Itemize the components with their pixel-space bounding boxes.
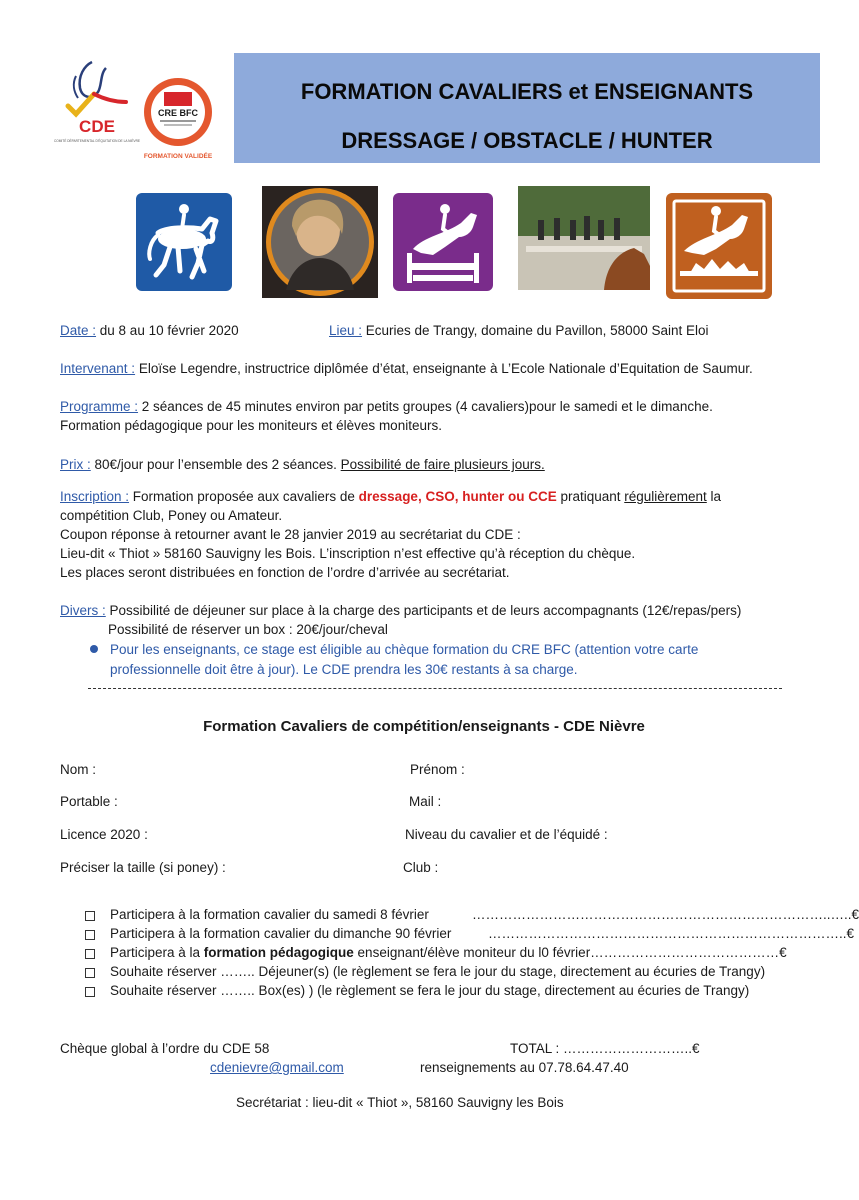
page-subtitle: DRESSAGE / OBSTACLE / HUNTER [341, 128, 713, 153]
cre-logo-caption: FORMATION VALIDÉE [143, 153, 213, 160]
inscription-regularly: régulièrement [624, 489, 707, 504]
programme-line-2: Formation pédagogique pour les moniteurs et élèves moniteurs. [60, 418, 442, 433]
dressage-icon [136, 193, 232, 291]
inscription-line-2: compétition Club, Poney ou Amateur. [60, 508, 283, 523]
option-1-label [110, 907, 429, 922]
option-3-label [110, 945, 787, 960]
email-text[interactable]: cdenievre@gmail.com [210, 1060, 344, 1075]
inscription-line [60, 488, 721, 505]
niveau-field-label[interactable]: Niveau du cavalier et de l’équidé : [405, 827, 608, 842]
bullet-line-1: Pour les enseignants, ce stage est éligible au chèque formation du CRE BFC (attention votre carte [110, 642, 699, 657]
bullet-line-2: professionnelle doit être à jour). Le CDE prendra les 30€ restants à sa charge. [110, 662, 578, 677]
option-3-text-c: enseignant/élève moniteur du l0 février……………………………………€ [353, 945, 787, 960]
date-label: Date : [60, 323, 97, 338]
option-1-text: Participera à la formation cavalier du samedi 8 février [110, 907, 429, 922]
divers-value: Possibilité de déjeuner sur place à la charge des participants et de leurs accompagnants (12€/repas/pers) [105, 603, 742, 618]
obstacle-icon [393, 193, 493, 291]
prenom-field-label[interactable]: Prénom : [410, 762, 465, 777]
mail-field-label[interactable]: Mail : [409, 794, 442, 809]
divers-line [60, 602, 741, 619]
inscription-line-3: Coupon réponse à retourner avant le 28 janvier 2019 au secrétariat du CDE : [60, 527, 521, 542]
intervenant-label: Intervenant : [60, 361, 136, 376]
option-3-text-bold: formation pédagogique [203, 945, 354, 960]
bullet-dot [90, 645, 98, 653]
cre-logo-text: CRE BFC [158, 108, 198, 118]
inscription-label: Inscription : [60, 489, 130, 504]
inscription-line-5: Les places seront distribuées en fonction de l’ordre d’arrivée au secrétariat. [60, 565, 510, 580]
taille-field-label[interactable]: Préciser la taille (si poney) : [60, 860, 226, 875]
group-lesson-photo [518, 186, 650, 290]
intervenant-value: Eloïse Legendre, instructrice diplômée d’état, enseignante à L’Ecole Nationale d’Equitation de Saumur. [135, 361, 753, 376]
option-2-dots: ……………………………………………………………………..€ [488, 926, 855, 941]
option-4-label: Souhaite réserver …….. Déjeuner(s) (le règlement se fera le jour du stage, directement au écuries de Trangy) [110, 964, 766, 979]
programme-value: 2 séances de 45 minutes environ par petits groupes (4 cavaliers)pour le samedi et le dimanche. [138, 399, 713, 414]
inscription-text-e: la [706, 489, 722, 504]
form-title: Formation Cavaliers de compétition/enseignants - CDE Nièvre [203, 718, 645, 735]
secretariat-address: Secrétariat : lieu-dit « Thiot », 58160 Sauvigny les Bois [236, 1095, 564, 1110]
total-field[interactable]: TOTAL : ………………………..€ [510, 1041, 700, 1056]
prix-value: 80€/jour pour l’ensemble des 2 séances. [90, 457, 341, 472]
contact-email-link[interactable] [210, 1060, 344, 1075]
licence-field-label[interactable]: Licence 2020 : [60, 827, 148, 842]
inscription-text-a: Formation proposée aux cavaliers de [129, 489, 359, 504]
hunter-icon [666, 193, 772, 299]
cut-line-divider [88, 688, 782, 689]
option-5-label: Souhaite réserver …….. Box(es) ) (le règlement se fera le jour du stage, directement au écuries de Trangy) [110, 983, 750, 998]
option-4-checkbox[interactable] [85, 968, 95, 978]
option-1-dots: ……………………………………………………………………..…..€ [472, 907, 859, 922]
divers-line-2: Possibilité de réserver un box : 20€/jour/cheval [108, 622, 388, 637]
option-5-checkbox[interactable] [85, 987, 95, 997]
prix-note: Possibilité de faire plusieurs jours. [340, 457, 545, 472]
option-2-text: Participera à la formation cavalier du dimanche 90 février [110, 926, 452, 941]
divers-label: Divers : [60, 603, 106, 618]
lieu-line [329, 322, 709, 339]
cre-bfc-logo [140, 76, 216, 160]
date-value: du 8 au 10 février 2020 [96, 323, 239, 338]
option-2-checkbox[interactable] [85, 930, 95, 940]
date-line [60, 322, 239, 339]
inscription-line-4: Lieu-dit « Thiot » 58160 Sauvigny les Bois. L’inscription n’est effective qu’à réception du chèque. [60, 546, 636, 561]
header-banner [234, 53, 820, 163]
prix-line [60, 456, 545, 473]
inscription-disciplines: dressage, CSO, hunter ou CCE [358, 489, 557, 504]
option-1-checkbox[interactable] [85, 911, 95, 921]
option-3-checkbox[interactable] [85, 949, 95, 959]
lieu-label: Lieu : [329, 323, 363, 338]
option-3-text-a: Participera à la [110, 945, 204, 960]
intervenant-line [60, 360, 753, 377]
programme-line [60, 398, 713, 415]
page-title: FORMATION CAVALIERS et ENSEIGNANTS [300, 79, 754, 104]
inscription-text-c: pratiquant [556, 489, 625, 504]
cde-logo [53, 58, 141, 148]
club-field-label[interactable]: Club : [403, 860, 439, 875]
lieu-value: Ecuries de Trangy, domaine du Pavillon, 58000 Saint Eloi [362, 323, 709, 338]
prix-label: Prix : [60, 457, 91, 472]
option-2-label [110, 926, 451, 941]
cheque-text: Chèque global à l’ordre du CDE 58 [60, 1041, 270, 1056]
cde-logo-caption: COMITÉ DÉPARTEMENTAL D'ÉQUITATION DE LA NIÈVRE [53, 139, 141, 143]
phone-info: renseignements au 07.78.64.47.40 [420, 1060, 629, 1075]
instructor-portrait [262, 186, 378, 298]
cde-logo-text: CDE [79, 117, 115, 136]
nom-field-label[interactable]: Nom : [60, 762, 97, 777]
programme-label: Programme : [60, 399, 139, 414]
portable-field-label[interactable]: Portable : [60, 794, 118, 809]
